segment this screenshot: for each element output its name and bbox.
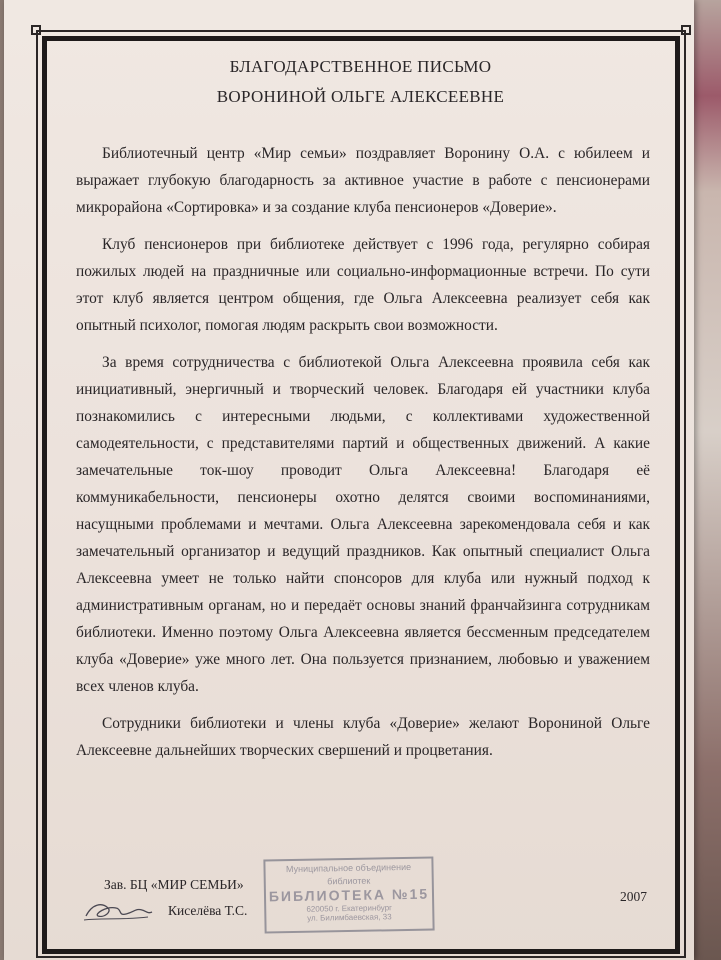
library-stamp <box>263 857 434 934</box>
letter-recipient: ВОРОНИНОЙ ОЛЬГЕ АЛЕКСЕЕВНЕ <box>216 87 505 106</box>
stamp-line-3: БИБЛИОТЕКА №15 <box>268 885 430 905</box>
paragraph-greeting: Библиотечный центр «Мир семьи» поздравляет Воронину О.А. с юбилеем и выражает глубокую благодарность за активное участие в работе с пенсионерами микрорайона «Сортировка» и за создание клуба пенсионеров «Доверие». <box>76 145 650 216</box>
signer-name: Киселёва Т.С. <box>168 903 248 918</box>
signer-position: Зав. БЦ «МИР СЕМЬИ» <box>104 877 244 892</box>
stamp-line-4: 620050 г. Екатеринбург <box>306 903 393 914</box>
paragraph-wishes: Сотрудники библиотеки и члены клуба «Доверие» желают Ворониной Ольге Алексеевне дальнейших творческих свершений и процветания. <box>76 715 650 759</box>
stamp-line-2: библиотек <box>327 875 371 887</box>
frame-corner-top-right <box>681 25 691 35</box>
paragraph-cooperation: За время сотрудничества с библиотекой Ольга Алексеевна проявила себя как инициативный, энергичный и творческий человек. Благодаря ей участники клуба познакомились с интересными людьми, с коллективами художественной самодеятельности, с представителями партий и общественных движений. А какие замечательные ток-шоу проводит Ольга Алексеевна! Благодаря её коммуникабельности, пенсионеры охотно делятся своими воспоминаниями, насущными проблемами и мечтами. Ольга Алексеевна зарекомендовала себя и как замечательный организатор и ведущий праздников. Как опытный специалист Ольга Алексеевна умеет не только найти спонсоров для клуба или нужный подход к административным органам, но и передаёт основы знаний франчайзинга сотрудникам библиотеки. Именно поэтому Ольга Алексеевна является бессменным председателем клуба «Доверие» уже много лет. Она пользуется признанием, любовью и уважением всех членов клуба. <box>76 354 650 695</box>
frame-corner-top-left <box>31 25 41 35</box>
stamp-line-1: Муниципальное объединение <box>285 861 412 875</box>
signature-mark <box>82 896 154 924</box>
letter-title: БЛАГОДАРСТВЕННОЕ ПИСЬМО <box>229 57 492 76</box>
letter-body <box>76 140 650 774</box>
background-edge <box>694 0 721 960</box>
stamp-line-5: ул. Билимбаевская, 33 <box>307 912 392 923</box>
paragraph-club: Клуб пенсионеров при библиотеке действует с 1996 года, регулярно собирая пожилых людей на праздничные или социально-информационные встречи. По сути этот клуб является центром общения, где Ольга Алексеевна реализует себя как опытный психолог, помогая людям раскрыть свои возможности. <box>76 236 650 334</box>
letter-year: 2007 <box>620 889 647 904</box>
